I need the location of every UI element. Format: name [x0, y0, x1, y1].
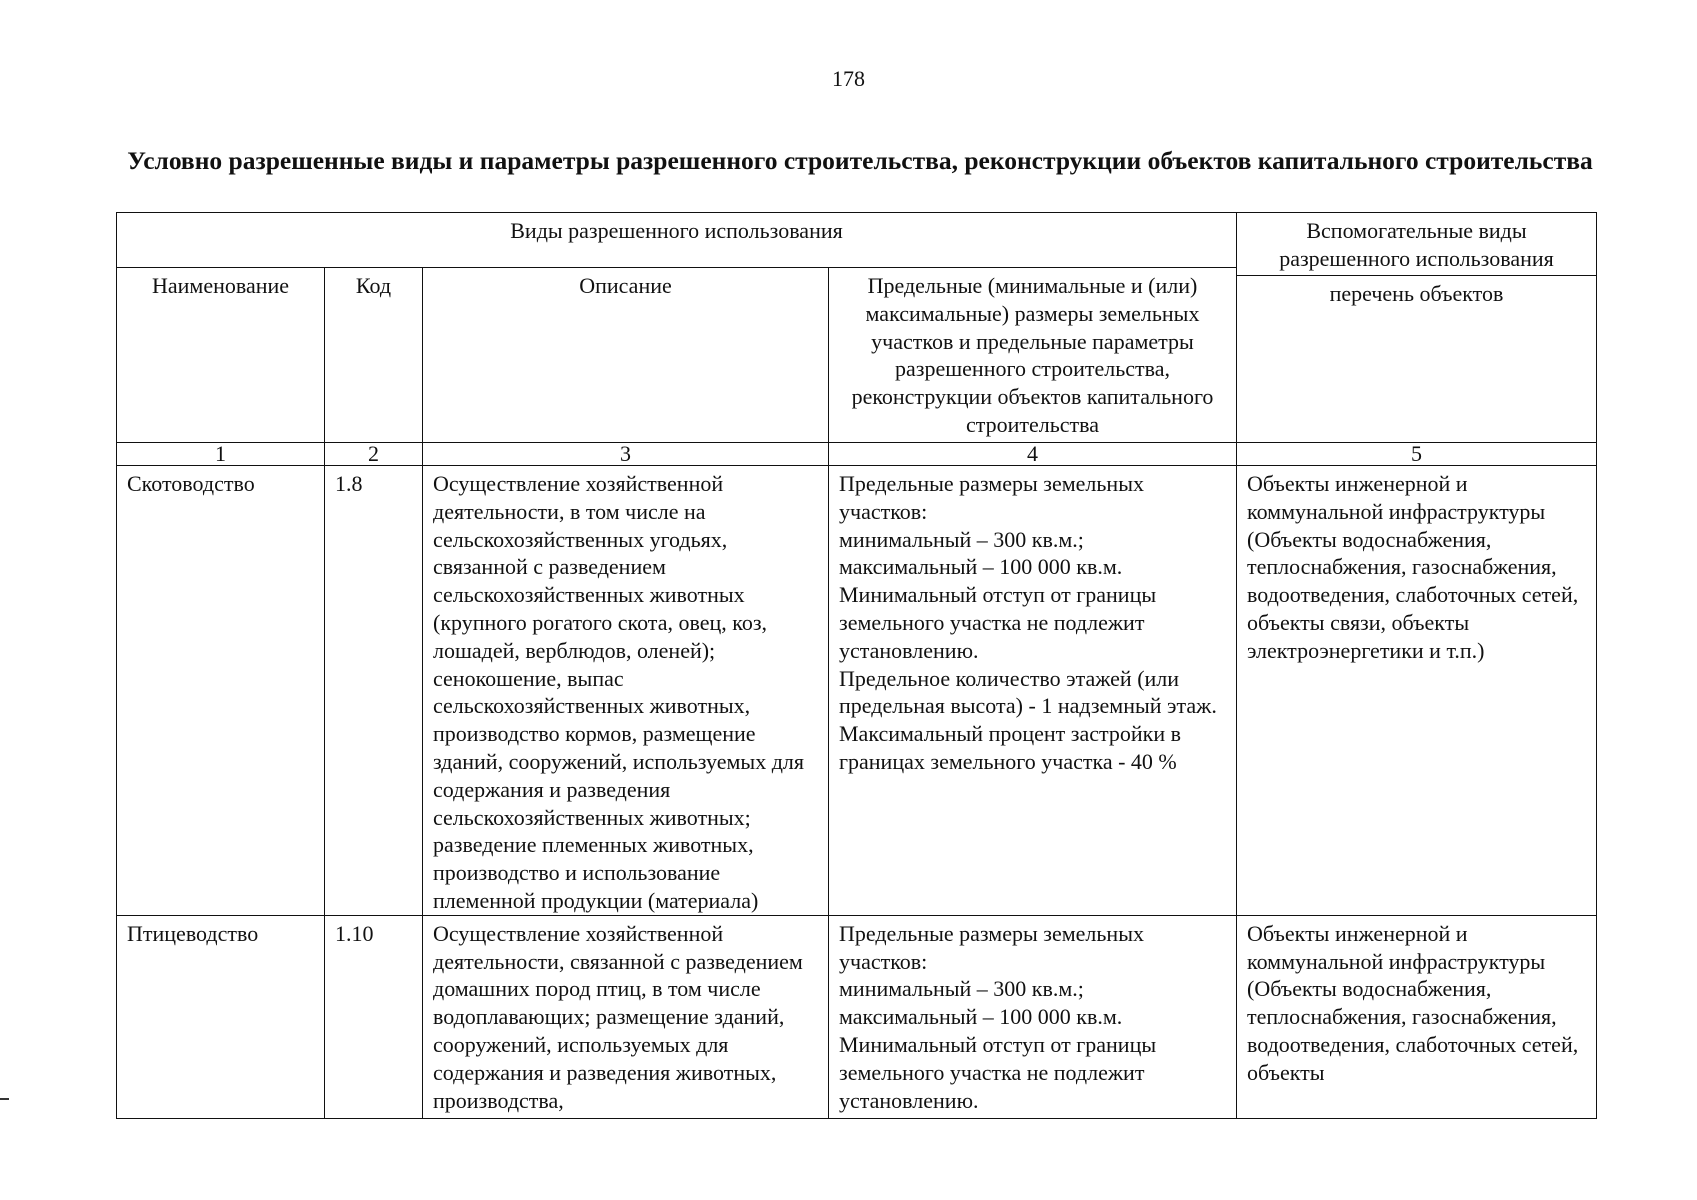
column-number: 5 [1237, 443, 1597, 466]
column-number: 3 [423, 443, 829, 466]
objects-column-header: перечень объектов [1329, 280, 1504, 306]
column-number: 1 [117, 443, 325, 466]
aux-header-cell [1237, 213, 1597, 443]
name-column-header: Наименование [117, 268, 325, 443]
column-number: 4 [829, 443, 1237, 466]
table-row [117, 915, 1597, 1118]
column-number: 2 [325, 443, 423, 466]
aux-objects-cell: Объекты инженерной и коммунальной инфраструктуры (Объекты водоснабжения, теплоснабжения, газоснабжения, водоотведения, слаботочных сетей, объекты [1237, 915, 1597, 1118]
aux-header-label: Вспомогательные виды разрешенного использования [1237, 213, 1596, 276]
page-number: 178 [832, 66, 865, 91]
description-column-header: Описание [423, 268, 829, 443]
use-name-cell: Скотоводство [117, 466, 325, 916]
column-number-row [117, 443, 1597, 466]
use-code-cell: 1.10 [325, 915, 423, 1118]
use-params-cell: Предельные размеры земельных участков: минимальный – 300 кв.м.; максимальный – 100 000 кв.м. Минимальный отступ от границы земельного участка не подлежит установлению. Предельное количество этажей (или предельная высота) - 1 надземный этаж. Максимальный процент застройки в границах земельного участка - 40 % [829, 466, 1237, 916]
table-group-header-row [117, 213, 1597, 268]
code-column-header: Код [325, 268, 423, 443]
permitted-use-table [116, 212, 1597, 1119]
aux-objects-cell: Объекты инженерной и коммунальной инфраструктуры (Объекты водоснабжения, теплоснабжения, газоснабжения, водоотведения, слаботочных сетей, объекты связи, объекты электроэнергетики и т.п.) [1237, 466, 1597, 916]
group-header-cell: Виды разрешенного использования [117, 213, 1237, 268]
use-name-cell: Птицеводство [117, 915, 325, 1118]
use-params-cell: Предельные размеры земельных участков: минимальный – 300 кв.м.; максимальный – 100 000 кв.м. Минимальный отступ от границы земельного участка не подлежит установлению. [829, 915, 1237, 1118]
use-description-cell: Осуществление хозяйственной деятельности, в том числе на сельскохозяйственных угодьях, связанной с разведением сельскохозяйственных животных (крупного рогатого скота, овец, коз, лошадей, верблюдов, оленей); сенокошение, выпас сельскохозяйственных животных, производство кормов, размещение зданий, сооружений, используемых для содержания и разведения сельскохозяйственных животных; разведение племенных животных, производство и использование племенной продукции (материала) [423, 466, 829, 916]
table-row [117, 466, 1597, 916]
scan-margin-mark [0, 1098, 9, 1100]
use-description-cell: Осуществление хозяйственной деятельности, связанной с разведением домашних пород птиц, в том числе водоплавающих; размещение зданий, сооружений, используемых для содержания и разведения животных, производства, [423, 915, 829, 1118]
params-column-header: Предельные (минимальные и (или) максимальные) размеры земельных участков и предельные параметры разрешенного строительства, реконструкции объектов капитального строительства [829, 268, 1237, 443]
use-code-cell: 1.8 [325, 466, 423, 916]
table-title: Условно разрешенные виды и параметры разрешенного строительства, реконструкции объектов капитального строительства [127, 146, 1593, 175]
